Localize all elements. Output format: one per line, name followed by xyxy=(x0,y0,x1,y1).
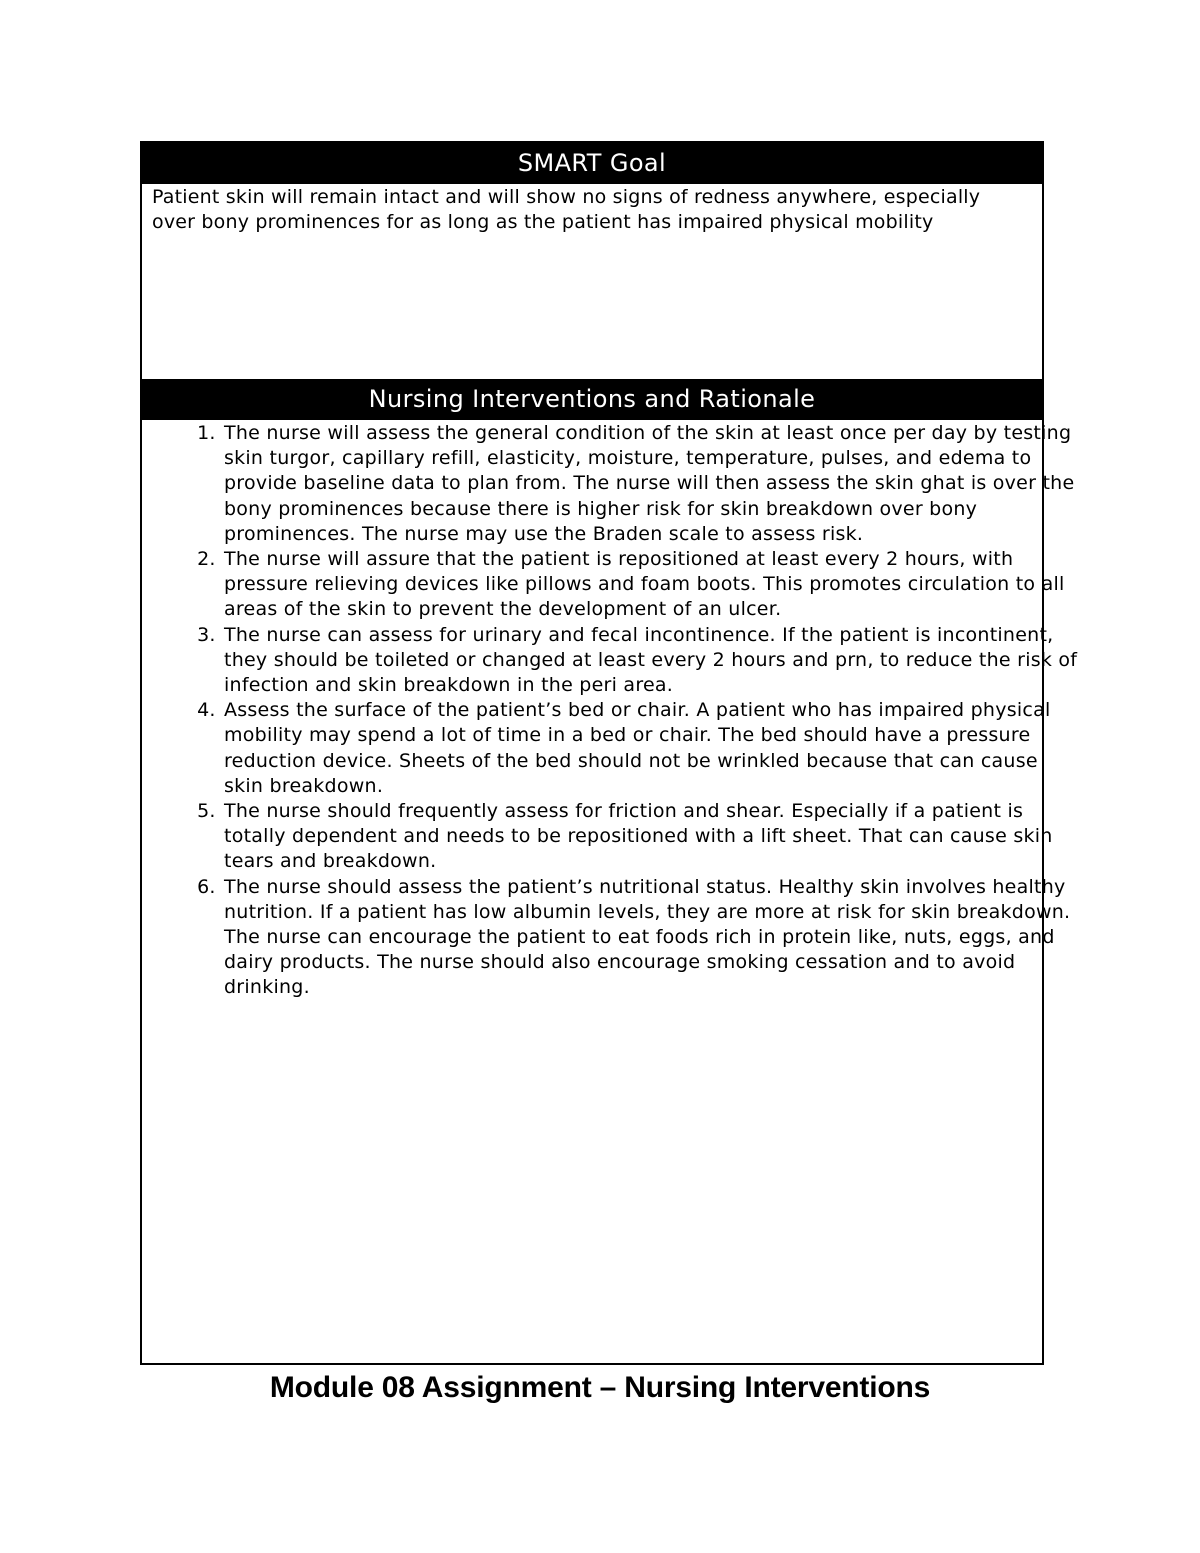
intervention-item: 6. The nurse should assess the patient’s nutritional status. Healthy skin involves healthy nutrition. If a patient has low albumin levels, they are more at risk for skin breakdown. The nurse can encourage the patient to eat foods rich in protein like, nuts, eggs, and dairy products. The nurse should also encourage smoking cessation and to avoid drinking. xyxy=(222,875,1080,1001)
smart-goal-header: SMART Goal xyxy=(142,143,1042,184)
intervention-item: 2. The nurse will assure that the patient is repositioned at least every 2 hours, with pressure relieving devices like pillows and foam boots. This promotes circulation to all areas of the skin to prevent the development of an ulcer. xyxy=(222,547,1080,623)
intervention-item: 1. The nurse will assess the general condition of the skin at least once per day by testing skin turgor, capillary refill, elasticity, moisture, temperature, pulses, and edema to provide baseline data to plan from. The nurse will then assess the skin ghat is over the bony prominences because there is higher risk for skin breakdown over bony prominences. The nurse may use the Braden scale to assess risk. xyxy=(222,421,1080,547)
intervention-item: 3. The nurse can assess for urinary and fecal incontinence. If the patient is incontinent, they should be toileted or changed at least every 2 hours and prn, to reduce the risk of infection and skin breakdown in the peri area. xyxy=(222,623,1080,699)
intervention-item: 5. The nurse should frequently assess for friction and shear. Especially if a patient is totally dependent and needs to be repositioned with a lift sheet. That can cause skin tears and breakdown. xyxy=(222,799,1080,875)
assignment-table xyxy=(140,141,1078,1365)
interventions-header: Nursing Interventions and Rationale xyxy=(142,379,1042,420)
interventions-list xyxy=(182,421,1080,1001)
smart-goal-text: Patient skin will remain intact and will show no signs of redness anywhere, especially over bony prominences for as long as the patient has impaired physical mobility xyxy=(152,186,981,233)
intervention-item: 4. Assess the surface of the patient’s bed or chair. A patient who has impaired physical mobility may spend a lot of time in a bed or chair. The bed should have a pressure reduction device. Sheets of the bed should not be wrinkled because that can cause skin breakdown. xyxy=(222,698,1080,799)
document-title: Module 08 Assignment – Nursing Interventions xyxy=(269,1371,931,1404)
